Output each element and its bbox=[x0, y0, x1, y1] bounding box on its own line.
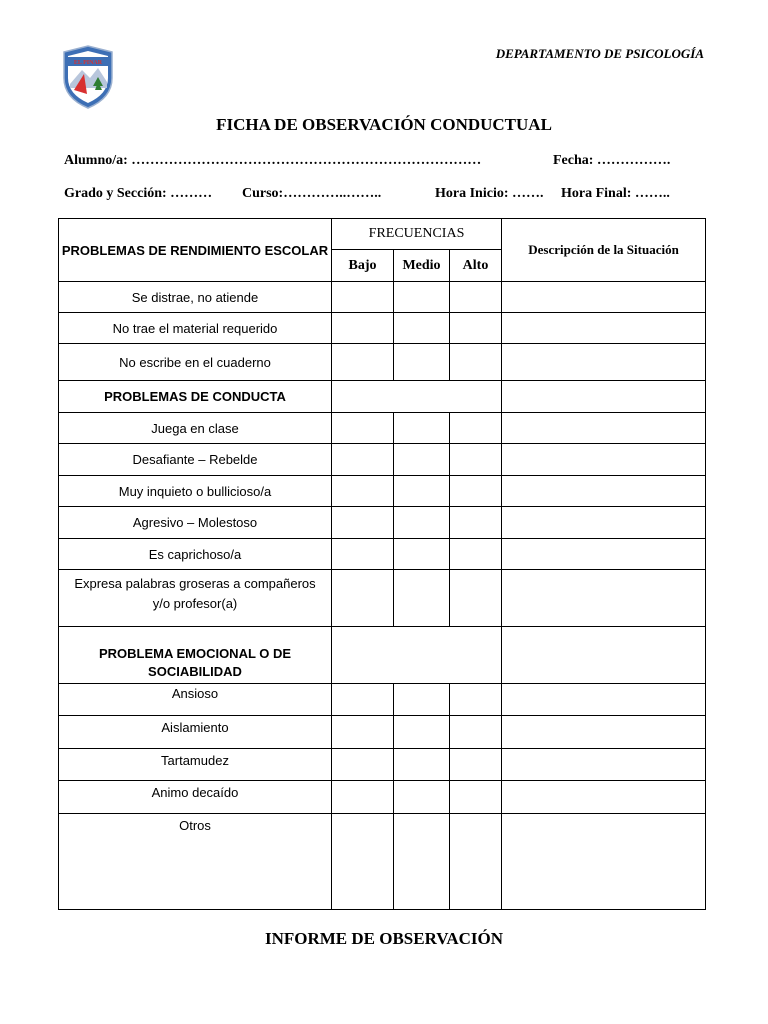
observation-table bbox=[58, 218, 706, 910]
cell-medio[interactable] bbox=[394, 344, 450, 381]
section-desc-cell bbox=[502, 627, 706, 684]
cell-descripcion[interactable] bbox=[502, 444, 706, 476]
cell-bajo[interactable] bbox=[332, 570, 394, 627]
table-row bbox=[59, 344, 706, 381]
cell-bajo[interactable] bbox=[332, 313, 394, 344]
row-label: Aislamiento bbox=[59, 716, 332, 749]
cell-bajo[interactable] bbox=[332, 684, 394, 716]
school-crest-logo bbox=[60, 44, 116, 110]
cell-bajo[interactable] bbox=[332, 814, 394, 910]
hora-inicio-field[interactable]: Hora Inicio: ……. bbox=[435, 186, 544, 201]
cell-alto[interactable] bbox=[450, 344, 502, 381]
cell-descripcion[interactable] bbox=[502, 814, 706, 910]
cell-medio[interactable] bbox=[394, 781, 450, 814]
table-row bbox=[59, 716, 706, 749]
table-row bbox=[59, 313, 706, 344]
section-title-conducta: PROBLEMAS DE CONDUCTA bbox=[59, 381, 332, 413]
cell-medio[interactable] bbox=[394, 539, 450, 570]
table-row bbox=[59, 684, 706, 716]
table-row bbox=[59, 476, 706, 507]
cell-alto[interactable] bbox=[450, 570, 502, 627]
table-row bbox=[59, 814, 706, 910]
cell-alto[interactable] bbox=[450, 716, 502, 749]
cell-bajo[interactable] bbox=[332, 539, 394, 570]
col-header-descripcion: Descripción de la Situación bbox=[502, 219, 706, 282]
row-label: Es caprichoso/a bbox=[59, 539, 332, 570]
cell-alto[interactable] bbox=[450, 781, 502, 814]
row-label: No trae el material requerido bbox=[59, 313, 332, 344]
cell-alto[interactable] bbox=[450, 282, 502, 313]
freq-alto-header: Alto bbox=[450, 250, 502, 282]
row-label: Ansioso bbox=[59, 684, 332, 716]
cell-medio[interactable] bbox=[394, 570, 450, 627]
cell-medio[interactable] bbox=[394, 313, 450, 344]
freq-medio-header: Medio bbox=[394, 250, 450, 282]
cell-descripcion[interactable] bbox=[502, 344, 706, 381]
cell-descripcion[interactable] bbox=[502, 282, 706, 313]
row-label: Se distrae, no atiende bbox=[59, 282, 332, 313]
table-row bbox=[59, 749, 706, 781]
table-row bbox=[59, 507, 706, 539]
cell-descripcion[interactable] bbox=[502, 413, 706, 444]
table-row bbox=[59, 570, 706, 627]
cell-descripcion[interactable] bbox=[502, 507, 706, 539]
section-title-emocional: PROBLEMA EMOCIONAL O DE SOCIABILIDAD bbox=[59, 627, 332, 684]
cell-medio[interactable] bbox=[394, 684, 450, 716]
table-row bbox=[59, 413, 706, 444]
col-header-frecuencias: FRECUENCIAS bbox=[332, 219, 502, 250]
hora-final-field[interactable]: Hora Final: …….. bbox=[561, 186, 670, 201]
cell-bajo[interactable] bbox=[332, 507, 394, 539]
section-desc-cell bbox=[502, 381, 706, 413]
section-freq-cell bbox=[332, 627, 502, 684]
col-header-problemas: PROBLEMAS DE RENDIMIENTO ESCOLAR bbox=[59, 219, 332, 282]
cell-bajo[interactable] bbox=[332, 282, 394, 313]
curso-field[interactable]: Curso:…………..…….. bbox=[242, 186, 382, 201]
row-label: Desafiante – Rebelde bbox=[59, 444, 332, 476]
cell-descripcion[interactable] bbox=[502, 313, 706, 344]
cell-descripcion[interactable] bbox=[502, 684, 706, 716]
cell-medio[interactable] bbox=[394, 282, 450, 313]
row-label: Agresivo – Molestoso bbox=[59, 507, 332, 539]
row-label: Juega en clase bbox=[59, 413, 332, 444]
crest-text: EL PINAR bbox=[73, 60, 103, 66]
report-title: INFORME DE OBSERVACIÓN bbox=[264, 929, 504, 948]
table-row bbox=[59, 444, 706, 476]
grado-seccion-field[interactable]: Grado y Sección: ……… bbox=[64, 186, 213, 201]
cell-medio[interactable] bbox=[394, 476, 450, 507]
cell-alto[interactable] bbox=[450, 749, 502, 781]
row-label: Tartamudez bbox=[59, 749, 332, 781]
row-label: Expresa palabras groseras a compañeros y/o profesor(a) bbox=[59, 570, 332, 627]
freq-bajo-header: Bajo bbox=[332, 250, 394, 282]
row-label: Animo decaído bbox=[59, 781, 332, 814]
section-freq-cell bbox=[332, 381, 502, 413]
cell-bajo[interactable] bbox=[332, 444, 394, 476]
section-row-conducta bbox=[59, 381, 706, 413]
department-name: DEPARTAMENTO DE PSICOLOGÍA bbox=[495, 46, 704, 61]
section-row-emocional bbox=[59, 627, 706, 684]
row-label: Otros bbox=[59, 814, 332, 910]
cell-medio[interactable] bbox=[394, 749, 450, 781]
cell-medio[interactable] bbox=[394, 413, 450, 444]
table-row bbox=[59, 282, 706, 313]
cell-alto[interactable] bbox=[450, 539, 502, 570]
cell-bajo[interactable] bbox=[332, 476, 394, 507]
cell-descripcion[interactable] bbox=[502, 476, 706, 507]
cell-bajo[interactable] bbox=[332, 781, 394, 814]
cell-descripcion[interactable] bbox=[502, 716, 706, 749]
table-row bbox=[59, 539, 706, 570]
cell-bajo[interactable] bbox=[332, 716, 394, 749]
cell-alto[interactable] bbox=[450, 313, 502, 344]
cell-bajo[interactable] bbox=[332, 344, 394, 381]
cell-bajo[interactable] bbox=[332, 413, 394, 444]
alumno-field[interactable]: Alumno/a: ………………………………………………………………… bbox=[64, 153, 482, 168]
cell-alto[interactable] bbox=[450, 444, 502, 476]
cell-alto[interactable] bbox=[450, 476, 502, 507]
cell-descripcion[interactable] bbox=[502, 539, 706, 570]
cell-alto[interactable] bbox=[450, 814, 502, 910]
fecha-field[interactable]: Fecha: ……………. bbox=[553, 153, 671, 168]
form-title: FICHA DE OBSERVACIÓN CONDUCTUAL bbox=[216, 115, 552, 134]
cell-bajo[interactable] bbox=[332, 749, 394, 781]
cell-descripcion[interactable] bbox=[502, 570, 706, 627]
cell-descripcion[interactable] bbox=[502, 749, 706, 781]
row-label: Muy inquieto o bullicioso/a bbox=[59, 476, 332, 507]
row-label: No escribe en el cuaderno bbox=[59, 344, 332, 381]
cell-alto[interactable] bbox=[450, 507, 502, 539]
cell-medio[interactable] bbox=[394, 814, 450, 910]
table-row bbox=[59, 781, 706, 814]
cell-alto[interactable] bbox=[450, 413, 502, 444]
cell-alto[interactable] bbox=[450, 684, 502, 716]
cell-medio[interactable] bbox=[394, 507, 450, 539]
cell-medio[interactable] bbox=[394, 444, 450, 476]
cell-medio[interactable] bbox=[394, 716, 450, 749]
cell-descripcion[interactable] bbox=[502, 781, 706, 814]
